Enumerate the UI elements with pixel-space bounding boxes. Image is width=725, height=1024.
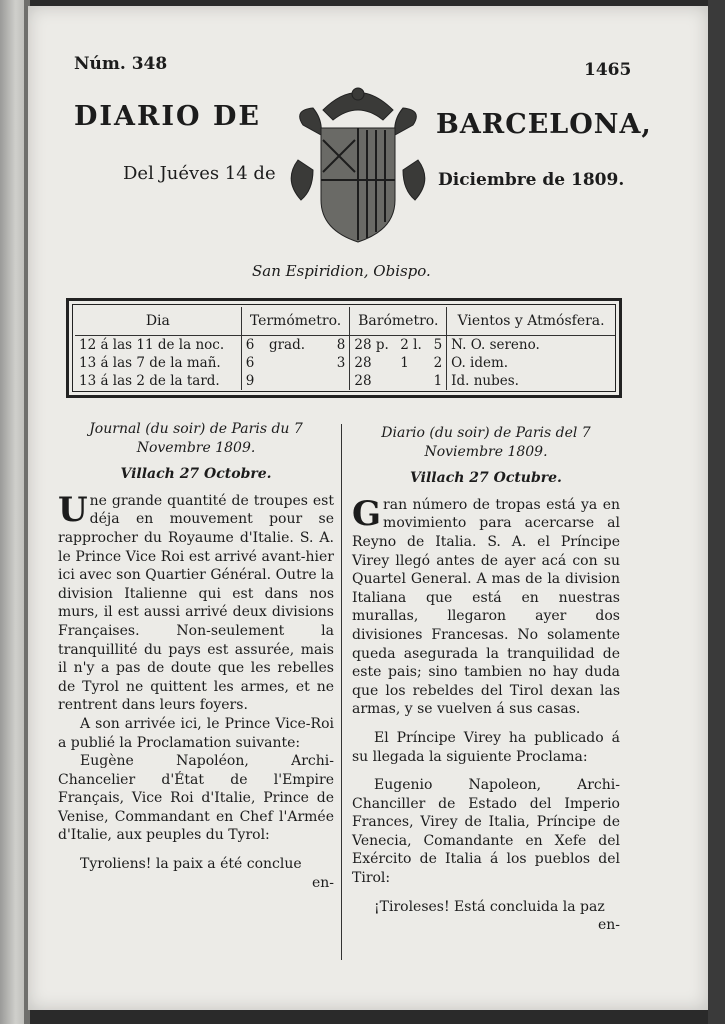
cell-frac: 3 xyxy=(336,355,346,371)
weather-row xyxy=(75,354,615,372)
masthead-title-right: BARCELONA, xyxy=(436,109,652,140)
french-heading-line1: Journal (du soir) de Paris du 7 xyxy=(89,421,303,437)
column-divider xyxy=(341,424,342,960)
cell-bar3: 1 xyxy=(433,373,443,389)
header-dia: Dia xyxy=(75,307,241,336)
spanish-dateline: Villach 27 Octubre. xyxy=(410,470,562,487)
cell-dia: 13 á las 7 de la mañ. xyxy=(79,355,221,371)
saint-of-the-day: San Espiridion, Obispo. xyxy=(252,262,431,280)
cell-grad: 9 xyxy=(241,372,265,390)
cell-bar2 xyxy=(396,372,428,390)
cell-frac: 8 xyxy=(336,337,346,353)
cell-bar3: 2 xyxy=(433,355,443,371)
spanish-paragraph-2: El Príncipe Virey ha publicado á su llegada la siguiente Proclama: xyxy=(352,729,620,765)
cell-bar1: 28 p. xyxy=(350,336,396,355)
weather-row xyxy=(75,372,615,390)
cell-wind: N. O. sereno. xyxy=(447,336,615,355)
newspaper-page xyxy=(28,6,708,1010)
cell-frac xyxy=(326,372,350,390)
weather-table xyxy=(75,307,615,390)
cell-unit xyxy=(265,372,326,390)
cell-bar1: 28 xyxy=(350,372,396,390)
issue-date-left: Del Juéves 14 de xyxy=(123,163,276,184)
issue-date-right: Diciembre de 1809. xyxy=(438,170,625,190)
cell-grad: 6 xyxy=(241,354,265,372)
spanish-heading-line2: Noviembre 1809. xyxy=(424,443,548,460)
weather-table-frame xyxy=(66,298,622,398)
header-termometro: Termómetro. xyxy=(241,307,350,336)
french-paragraph-1 xyxy=(58,489,334,715)
coat-of-arms-icon xyxy=(283,80,433,250)
french-drop-cap: U xyxy=(58,489,88,530)
cell-dia: 13 á las 2 de la tard. xyxy=(79,373,220,389)
french-paragraph-3: Eugène Napoléon, Archi-Chancelier d'État de l'Empire Français, Vice Roi d'Italie, Prince de Venise, Commandant en Chef l'Armée d'Italie, aux peuples du Tyrol: xyxy=(58,753,334,844)
french-paragraph-2: A son arrivée ici, le Prince Vice-Roi a publié la Proclamation suivante: xyxy=(58,715,334,751)
spanish-paragraph-4: ¡Tiroleses! Está concluida la paz xyxy=(374,898,605,915)
cell-bar3: 5 xyxy=(433,337,443,353)
adjacent-page-edge xyxy=(0,0,26,1024)
french-paragraph-4: Tyroliens! la paix a été conclue xyxy=(80,856,302,873)
issue-number: Núm. 348 xyxy=(74,54,168,74)
spanish-catchword: en- xyxy=(597,917,620,934)
masthead-title-left: DIARIO DE xyxy=(74,101,261,132)
french-dateline: Villach 27 Octobre. xyxy=(120,466,272,483)
cell-wind: Id. nubes. xyxy=(447,372,615,390)
french-heading-line2: Novembre 1809. xyxy=(136,439,256,456)
french-catchword: en- xyxy=(311,874,334,891)
spanish-paragraph-1 xyxy=(352,493,620,719)
cell-dia: 12 á las 11 de la noc. xyxy=(79,337,225,353)
cell-bar2: 2 l. xyxy=(400,337,422,353)
french-paragraph-1-text: ne grande quantité de troupes est déja en mouvement pour se rapprocher du Royaume d'Italie. S. A. le Prince Vice Roi est arrivé avant-hier ici avec son Quartier Général. Outre la division Italienne qui est dans nos murs, il est aussi arrivé deux divisions Françaises. Non-seulement la tranquillité du pays est assurée, mais il n'y a pas de doute que les rebelles de Tyrol ne quittent les armes, et ne rentrent dans leurs foyers. xyxy=(58,492,334,714)
spanish-drop-cap: G xyxy=(352,493,382,534)
cell-bar1: 28 xyxy=(350,354,396,372)
spanish-heading-line1: Diario (du soir) de Paris del 7 xyxy=(381,425,591,441)
french-column xyxy=(58,420,334,892)
spanish-paragraph-3: Eugenio Napoleon, Archi-Chanciller de Estado del Imperio Frances, Virey de Italia, Príncipe de Venecia, Comandante en Xefe del Exército de Italia á los pueblos del Tirol: xyxy=(352,777,620,887)
header-barometro: Barómetro. xyxy=(350,307,447,336)
cell-bar2: 1 xyxy=(400,355,409,371)
weather-row xyxy=(75,336,615,355)
weather-header-row xyxy=(75,307,615,336)
spanish-paragraph-1-text: ran número de tropas está ya en movimiento para acercarse al Reyno de Italia. S. A. el Príncipe Virey llegó antes de ayer acá con su Quartel General. A mas de la division Italiana que está en nuestras murallas, llegaron ayer dos divisiones Francesas. No solamente queda asegurada la tranquilidad de este pais; sino tambien no hay duda que los rebeldes del Tirol dexan las armas, y se vuelven á sus casas. xyxy=(352,496,620,718)
spanish-column xyxy=(352,424,620,935)
page-number: 1465 xyxy=(584,60,632,80)
cell-unit xyxy=(265,354,326,372)
header-vientos: Vientos y Atmósfera. xyxy=(447,307,615,336)
cell-grad: 6 xyxy=(241,336,265,355)
cell-unit: grad. xyxy=(268,337,306,353)
scan-background xyxy=(708,0,725,1024)
cell-wind: O. idem. xyxy=(447,354,615,372)
